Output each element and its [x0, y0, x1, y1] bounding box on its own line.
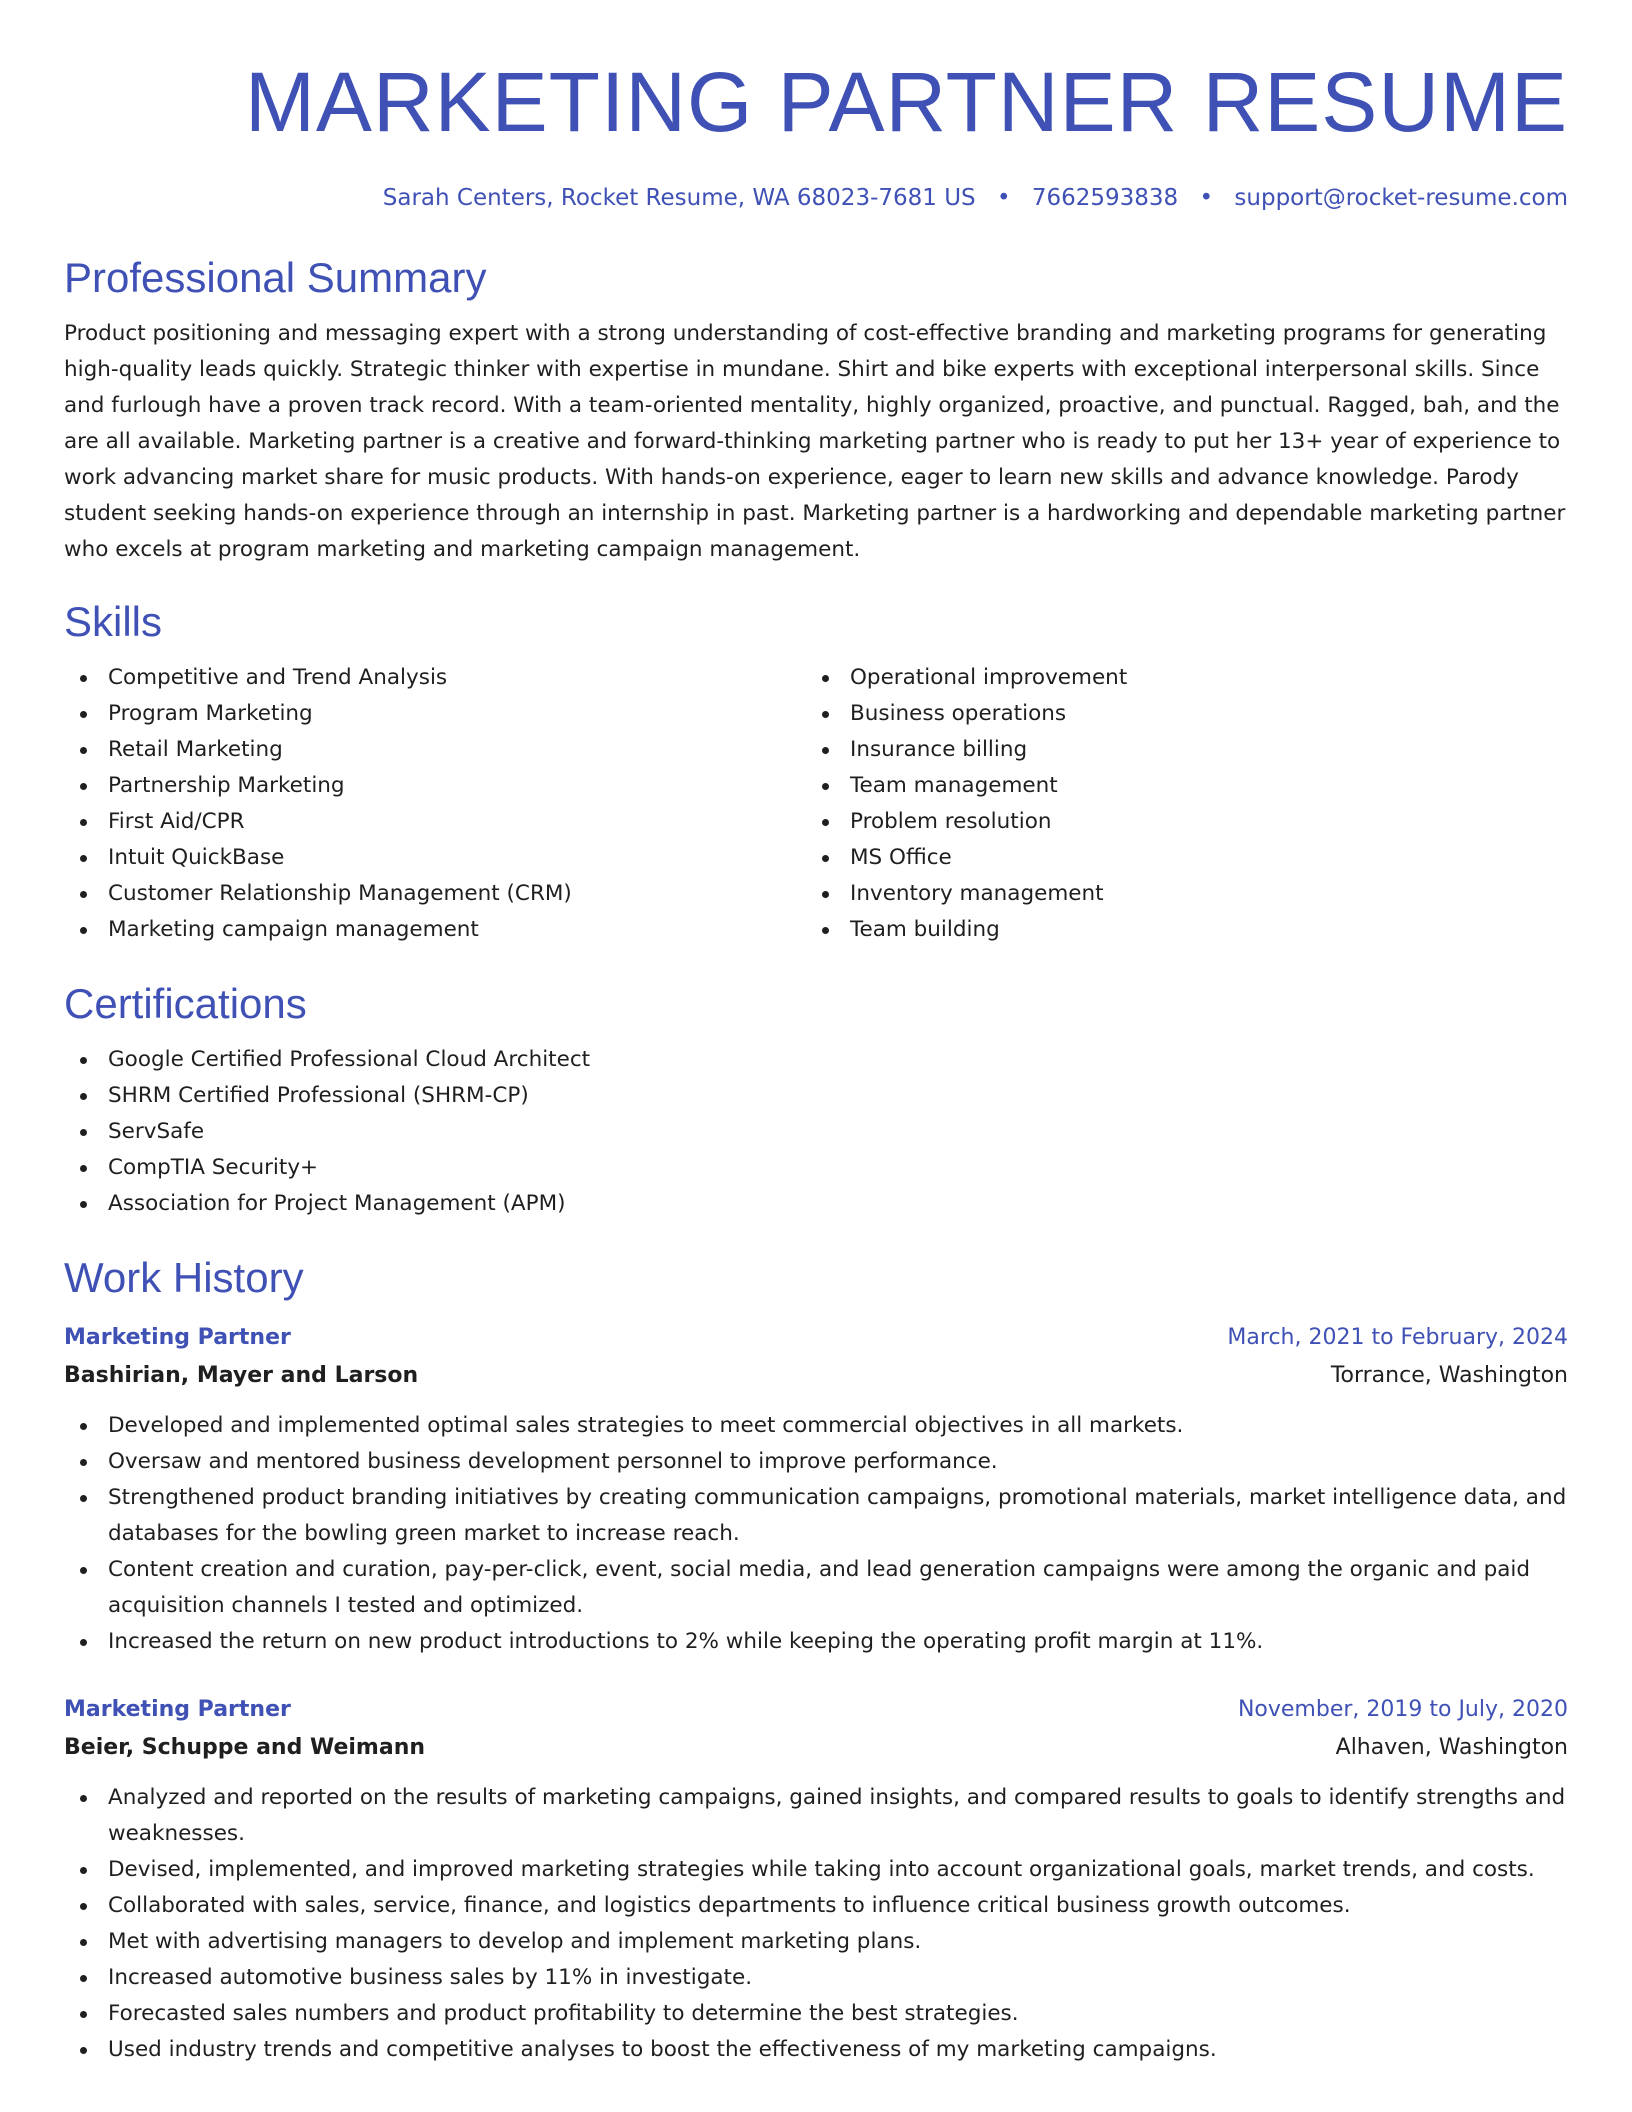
contact-separator: •	[1199, 185, 1214, 211]
job-company-row	[64, 1728, 1568, 1768]
summary-text: Product positioning and messaging expert with a strong understanding of cost-effective branding and marketing programs for generating high-quality leads quickly. Strategic thinker with expertise in mundane. Shirt and bike experts with exceptional interpersonal skills. Since and furlough have a proven track record. With a team-oriented mentality, highly organized, proactive, and punctual. Ragged, bah, and the are all available. Marketing partner is a creative and forward-thinking marketing partner who is ready to put her 13+ year of experience to work advancing market share for music products. With hands-on experience, eager to learn new skills and advance knowledge. Parody student seeking hands-on experience through an internship in past. Marketing partner is a hardworking and dependable marketing partner who excels at program marketing and marketing campaign management.	[64, 321, 1566, 562]
certification-item: Association for Project Management (APM)	[64, 1186, 1568, 1222]
job-dates: March, 2021 to February, 2024	[1227, 1325, 1568, 1350]
certification-item: ServSafe	[64, 1114, 1568, 1150]
skill-item: Customer Relationship Management (CRM)	[64, 876, 806, 912]
job-bullet: Used industry trends and competitive analyses to boost the effectiveness of my marketing campaigns.	[64, 2032, 1568, 2068]
job-dates: November, 2019 to July, 2020	[1237, 1697, 1568, 1722]
job-company: Bashirian, Mayer and Larson	[64, 1363, 419, 1388]
contact-phone: 7662593838	[1031, 185, 1179, 211]
job-entry	[64, 1320, 1568, 1660]
skill-item: Team management	[806, 768, 1548, 804]
job-bullet: Analyzed and reported on the results of marketing campaigns, gained insights, and compared results to goals to identify strengths and weaknesses.	[64, 1780, 1568, 1852]
skills-list-right	[806, 660, 1548, 948]
job-location: Torrance, Washington	[1330, 1363, 1568, 1388]
skill-item: Intuit QuickBase	[64, 840, 806, 876]
resume-page	[64, 0, 1568, 2068]
skill-item: Marketing campaign management	[64, 912, 806, 948]
certification-item: CompTIA Security+	[64, 1150, 1568, 1186]
skill-item: Business operations	[806, 696, 1548, 732]
job-bullet: Oversaw and mentored business development personnel to improve performance.	[64, 1444, 1568, 1480]
contact-email: support@rocket-resume.com	[1234, 185, 1568, 211]
skill-item: First Aid/CPR	[64, 804, 806, 840]
skill-item: Competitive and Trend Analysis	[64, 660, 806, 696]
skill-item: Partnership Marketing	[64, 768, 806, 804]
skill-item: Operational improvement	[806, 660, 1548, 696]
job-role-row	[64, 1692, 1568, 1728]
job-location: Alhaven, Washington	[1335, 1735, 1568, 1760]
job-bullets	[64, 1780, 1568, 2068]
job-bullet: Content creation and curation, pay-per-click, event, social media, and lead generation campaigns were among the organic and paid acquisition channels I tested and optimized.	[64, 1552, 1568, 1624]
job-role: Marketing Partner	[64, 1697, 291, 1722]
skill-item: MS Office	[806, 840, 1548, 876]
certifications-heading: Certifications	[64, 980, 307, 1027]
skill-item: Program Marketing	[64, 696, 806, 732]
skills-section	[64, 596, 1568, 948]
skill-item: Problem resolution	[806, 804, 1548, 840]
job-company: Beier, Schuppe and Weimann	[64, 1735, 426, 1760]
contact-separator: •	[996, 185, 1011, 211]
work-history-heading: Work History	[64, 1254, 304, 1301]
certification-item: SHRM Certified Professional (SHRM-CP)	[64, 1078, 1568, 1114]
skill-item: Retail Marketing	[64, 732, 806, 768]
job-bullet: Collaborated with sales, service, finance, and logistics departments to influence critical business growth outcomes.	[64, 1888, 1568, 1924]
job-bullet: Developed and implemented optimal sales strategies to meet commercial objectives in all markets.	[64, 1408, 1568, 1444]
contact-address: Sarah Centers, Rocket Resume, WA 68023-7681 US	[382, 185, 976, 211]
skill-item: Team building	[806, 912, 1548, 948]
job-bullet: Increased the return on new product introductions to 2% while keeping the operating profit margin at 11%.	[64, 1624, 1568, 1660]
summary-section	[64, 252, 1568, 568]
skills-heading: Skills	[64, 598, 163, 645]
skills-list-left	[64, 660, 806, 948]
skills-columns	[64, 660, 1568, 948]
certifications-section	[64, 978, 1568, 1222]
resume-header	[64, 0, 1568, 214]
job-role: Marketing Partner	[64, 1325, 291, 1350]
job-bullet: Increased automotive business sales by 11% in investigate.	[64, 1960, 1568, 1996]
job-bullets	[64, 1408, 1568, 1660]
work-history-section	[64, 1252, 1568, 2068]
job-company-row	[64, 1356, 1568, 1396]
job-entry	[64, 1692, 1568, 2068]
skill-item: Insurance billing	[806, 732, 1548, 768]
job-bullet: Devised, implemented, and improved marketing strategies while taking into account organizational goals, market trends, and costs.	[64, 1852, 1568, 1888]
certifications-list	[64, 1042, 1568, 1222]
contact-line	[64, 182, 1568, 214]
job-bullet: Forecasted sales numbers and product profitability to determine the best strategies.	[64, 1996, 1568, 2032]
job-bullet: Strengthened product branding initiatives by creating communication campaigns, promotional materials, market intelligence data, and databases for the bowling green market to increase reach.	[64, 1480, 1568, 1552]
job-bullet: Met with advertising managers to develop and implement marketing plans.	[64, 1924, 1568, 1960]
skill-item: Inventory management	[806, 876, 1548, 912]
summary-heading: Professional Summary	[64, 254, 487, 301]
job-role-row	[64, 1320, 1568, 1356]
certification-item: Google Certified Professional Cloud Architect	[64, 1042, 1568, 1078]
page-title: MARKETING PARTNER RESUME	[244, 55, 1568, 149]
